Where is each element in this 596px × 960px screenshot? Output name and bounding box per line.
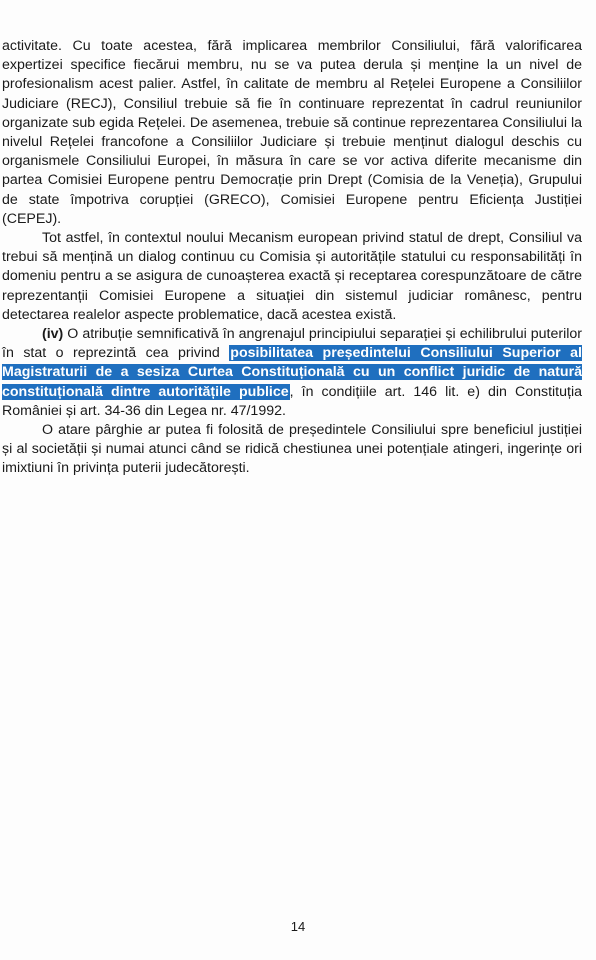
document-body [2, 37, 582, 479]
paragraph-text-before-highlight: O atribuție semnificativă în angrenajul principiului separației și echilibrului puterilor în stat o reprezintă cea privind [2, 326, 582, 362]
page-number: 14 [290, 919, 306, 934]
paragraph-international-representation: activitate. Cu toate acestea, fără implicarea membrilor Consiliului, fără valorificarea expertizei specifice fiecărui membru, nu se va putea derula și menține la un nivel de profesionalism acest palier. Astfel, în calitate de membru al Rețelei Europene a Consiliilor Judiciare (RECJ), Consiliul trebuie să fie în continuare reprezentat în cadrul reuniunilor organizate sub egida Rețelei. De asemenea, trebuie să continue reprezentarea Consiliului la nivelul Rețelei francofone a Consiliilor Judiciare și trebuie menținut dialogul deschis cu organismele Consiliului Europei, în măsura în care se vor activa diferite mecanisme din partea Comisiei Europene pentru Democrație prin Drept (Comisia de la Veneția), Grupului de state împotriva corupției (GRECO), Comisiei Europene pentru Eficiența Justiției (CEPEJ). [2, 38, 582, 227]
paragraph-lever-usage: O atare pârghie ar putea fi folosită de președintele Consiliului spre beneficiul justiției și al societății și numai atunci când se ridică chestiunea unei potențiale atingeri, ingerințe ori imixtiuni în privința puterii judecătorești. [2, 422, 582, 477]
paragraph-constitutional-conflict [2, 325, 582, 421]
paragraph-rule-of-law-mechanism: Tot astfel, în contextul noului Mecanism european privind statul de drept, Consiliul va trebui să mențină un dialog continuu cu Comisia și autoritățile statului cu responsabilități în domeniu pentru a se asigura de cunoașterea exactă și receptarea corespunzătoare de către reprezentanții Comisiei Europene a situației din sistemul judiciar românesc, pentru detectarea realelor aspecte problematice, dacă acestea există. [2, 230, 582, 323]
highlighted-text: posibilitatea președintelui Consiliului Superior al Magistraturii de a sesiza Curtea Constituțională cu un conflict juridic de natură constituțională dintre autoritățile publice [2, 345, 582, 400]
paragraph-marker: (iv) [42, 326, 64, 343]
paragraph-text-after-highlight: , în condițiile art. 146 lit. e) din Constituția României și art. 34-36 din Legea nr. 47/1992. [2, 383, 582, 419]
